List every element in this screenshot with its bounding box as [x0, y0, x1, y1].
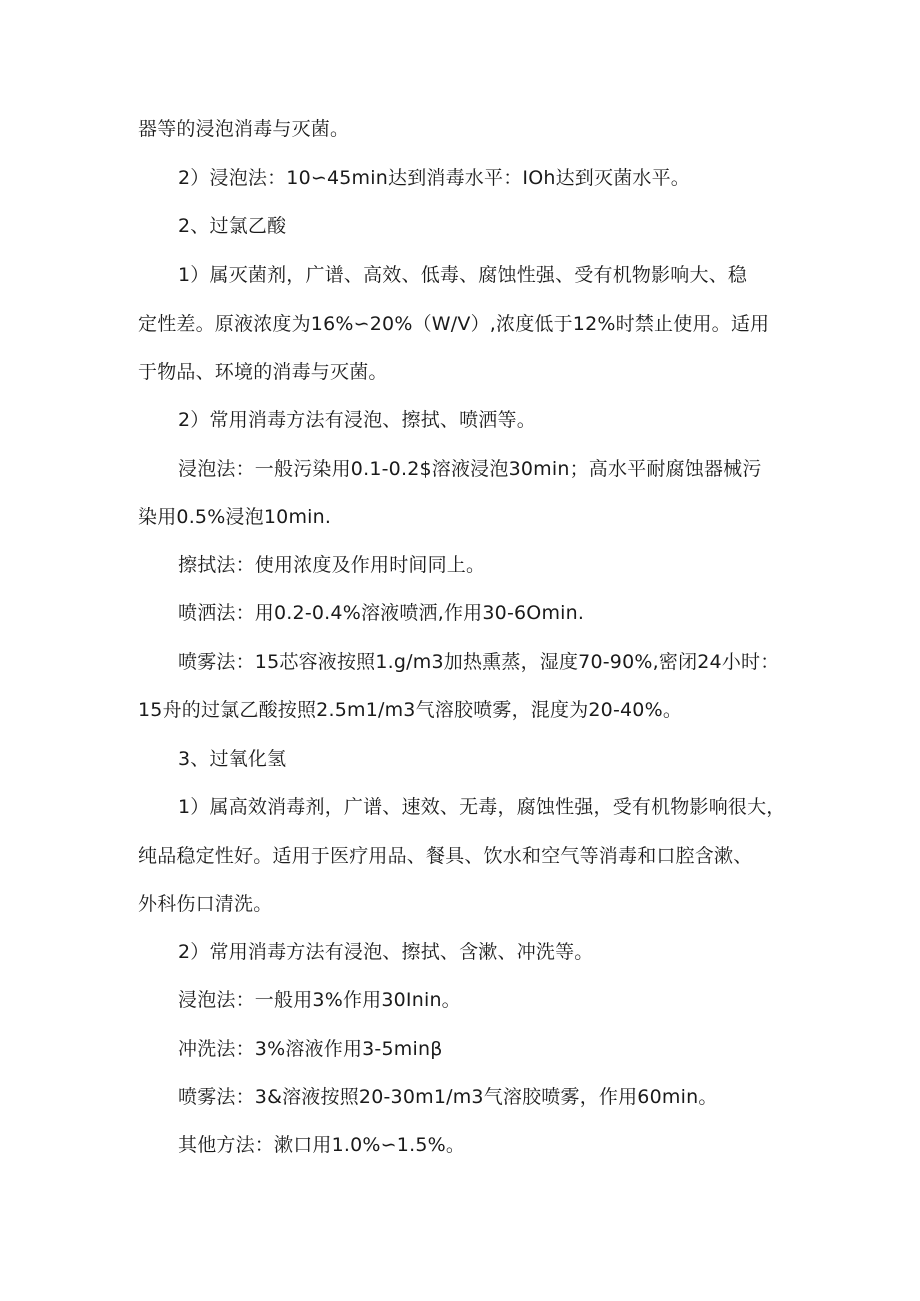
text-line: 喷雾法：3&溶液按照20-30m1∕m3气溶胶喷雾，作用60min。 — [178, 1086, 718, 1108]
section-heading: 2、过氯乙酸 — [178, 215, 287, 237]
text-line: 2）浸泡法：10∽45min达到消毒水平：IOh达到灭菌水平。 — [178, 167, 690, 189]
text-line: 染用0.5%浸泡10min. — [138, 506, 332, 528]
text-line: 定性差。原液浓度为16%∽20%（W/V）,浓度低于12%时禁止使用。适用 — [138, 313, 770, 335]
text-line: 2）常用消毒方法有浸泡、擦拭、喷洒等。 — [178, 409, 536, 431]
text-line: 喷洒法：用0.2-0.4%溶液喷洒,作用30-6Omin. — [178, 602, 585, 624]
text-line: 15舟的过氯乙酸按照2.5m1∕m3气溶胶喷雾，混度为20-40%。 — [138, 699, 683, 721]
text-line: 2）常用消毒方法有浸泡、擦拭、含漱、冲洗等。 — [178, 941, 594, 963]
text-line: 擦拭法：使用浓度及作用时间同上。 — [178, 554, 486, 576]
section-heading: 3、过氧化氢 — [178, 748, 287, 770]
text-line: 1）属灭菌剂，广谱、高效、低毒、腐蚀性强、受有机物影响大、稳 — [178, 264, 748, 286]
text-line: 纯品稳定性好。适用于医疗用品、餐具、饮水和空气等消毒和口腔含漱、 — [138, 845, 753, 867]
text-line: 喷雾法：15芯容液按照1.g∕m3加热熏蒸，湿度70-90%,密闭24小时： — [178, 651, 780, 673]
text-line: 其他方法：漱口用1.0%∽1.5%。 — [178, 1134, 466, 1156]
text-line: 1）属高效消毒剂，广谱、速效、无毒，腐蚀性强，受有机物影响很大， — [178, 796, 786, 818]
text-line: 外科伤口清洗。 — [138, 893, 273, 915]
text-line: 浸泡法：一般污染用0.1-0.2$溶液浸泡30min；高水平耐腐蚀器械污 — [178, 458, 762, 480]
text-line: 器等的浸泡消毒与灭菌。 — [138, 118, 350, 140]
text-line: 冲洗法：3%溶液作用3-5minβ — [178, 1038, 443, 1060]
text-line: 浸泡法：一般用3%作用30Inin。 — [178, 989, 461, 1011]
text-line: 于物品、环境的消毒与灭菌。 — [138, 361, 388, 383]
